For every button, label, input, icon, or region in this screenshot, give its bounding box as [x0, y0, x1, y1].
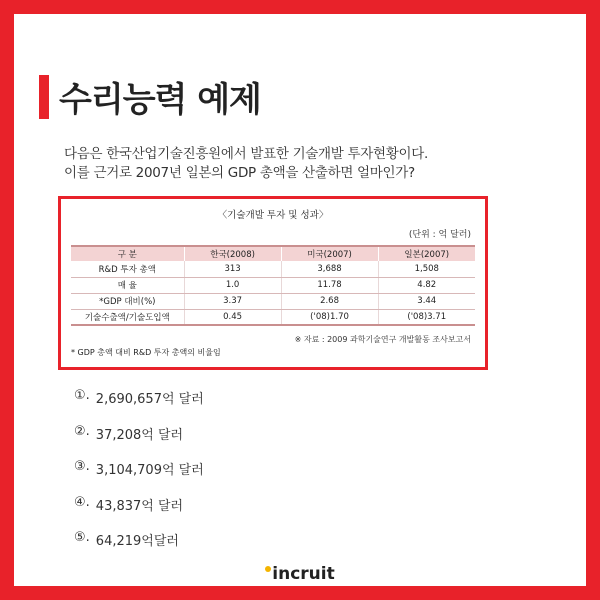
table-cell: 매 율: [71, 277, 184, 293]
question-line-1: 다음은 한국산업기술진흥원에서 발표한 기술개발 투자현황이다.: [64, 146, 428, 162]
table-row: [71, 309, 475, 325]
table-cell: 313: [184, 261, 281, 277]
option-text: 37,208억 달러: [95, 427, 184, 443]
table-header-row: [71, 246, 475, 261]
table-cell: 1.0: [184, 277, 281, 293]
table-cell: ('08)1.70: [281, 309, 378, 325]
page-title: 수리능력 예제: [59, 80, 261, 120]
answer-option-1[interactable]: [74, 388, 204, 424]
answer-option-2[interactable]: [74, 424, 204, 460]
table-cell: 3,688: [281, 261, 378, 277]
option-text: 64,219억달러: [95, 534, 179, 549]
table-cell: 3.37: [184, 293, 281, 309]
figure-source: ※ 자료 : 2009 과학기술연구 개발활동 조사보고서: [294, 335, 471, 344]
logo-text: incruit: [272, 564, 335, 584]
option-text: 2,690,657억 달러: [95, 392, 204, 407]
question-text: [64, 145, 534, 183]
data-figure: [58, 196, 488, 370]
column-header: 미국(2007): [281, 246, 378, 261]
table-cell: 3.44: [378, 293, 475, 309]
answer-options: [74, 388, 204, 566]
answer-option-3[interactable]: [74, 459, 204, 495]
table-row: [71, 261, 475, 277]
table-cell: R&D 투자 총액: [71, 261, 184, 277]
table-cell: ('08)3.71: [378, 309, 475, 325]
column-header: 일본(2007): [378, 246, 475, 261]
table-row: [71, 293, 475, 309]
title-accent-bar: [39, 75, 49, 119]
question-line-2: 이를 근거로 2007년 일본의 GDP 총액을 산출하면 얼마인가?: [64, 165, 415, 181]
table-cell: 기술수출액/기술도입액: [71, 309, 184, 325]
option-text: 3,104,709억 달러: [95, 463, 204, 478]
title-bar: [39, 72, 261, 121]
option-number: ①.: [74, 388, 90, 403]
column-header: 구 분: [71, 246, 184, 261]
option-number: ④.: [74, 494, 90, 510]
column-header: 한국(2008): [184, 246, 281, 261]
table-row: [71, 277, 475, 293]
option-number: ②.: [74, 423, 90, 439]
figure-unit: (단위 : 억 달러): [408, 230, 471, 240]
table-cell: *GDP 대비(%): [71, 293, 184, 309]
table-cell: 11.78: [281, 277, 378, 293]
option-number: ③.: [74, 459, 90, 474]
option-number: ⑤.: [74, 530, 90, 545]
answer-option-4[interactable]: [74, 495, 204, 531]
table-cell: 1,508: [378, 261, 475, 277]
data-table: [71, 245, 475, 326]
incruit-logo: [14, 564, 586, 584]
figure-title: 〈기술개발 투자 및 성과〉: [217, 210, 329, 221]
table-cell: 0.45: [184, 309, 281, 325]
figure-footnote: * GDP 총액 대비 R&D 투자 총액의 비율임: [71, 348, 221, 357]
table-cell: 2.68: [281, 293, 378, 309]
answer-option-5[interactable]: [74, 530, 204, 566]
table-cell: 4.82: [378, 277, 475, 293]
option-text: 43,837억 달러: [95, 498, 184, 514]
logo-dot-icon: [265, 566, 271, 572]
content-card: [14, 14, 586, 586]
